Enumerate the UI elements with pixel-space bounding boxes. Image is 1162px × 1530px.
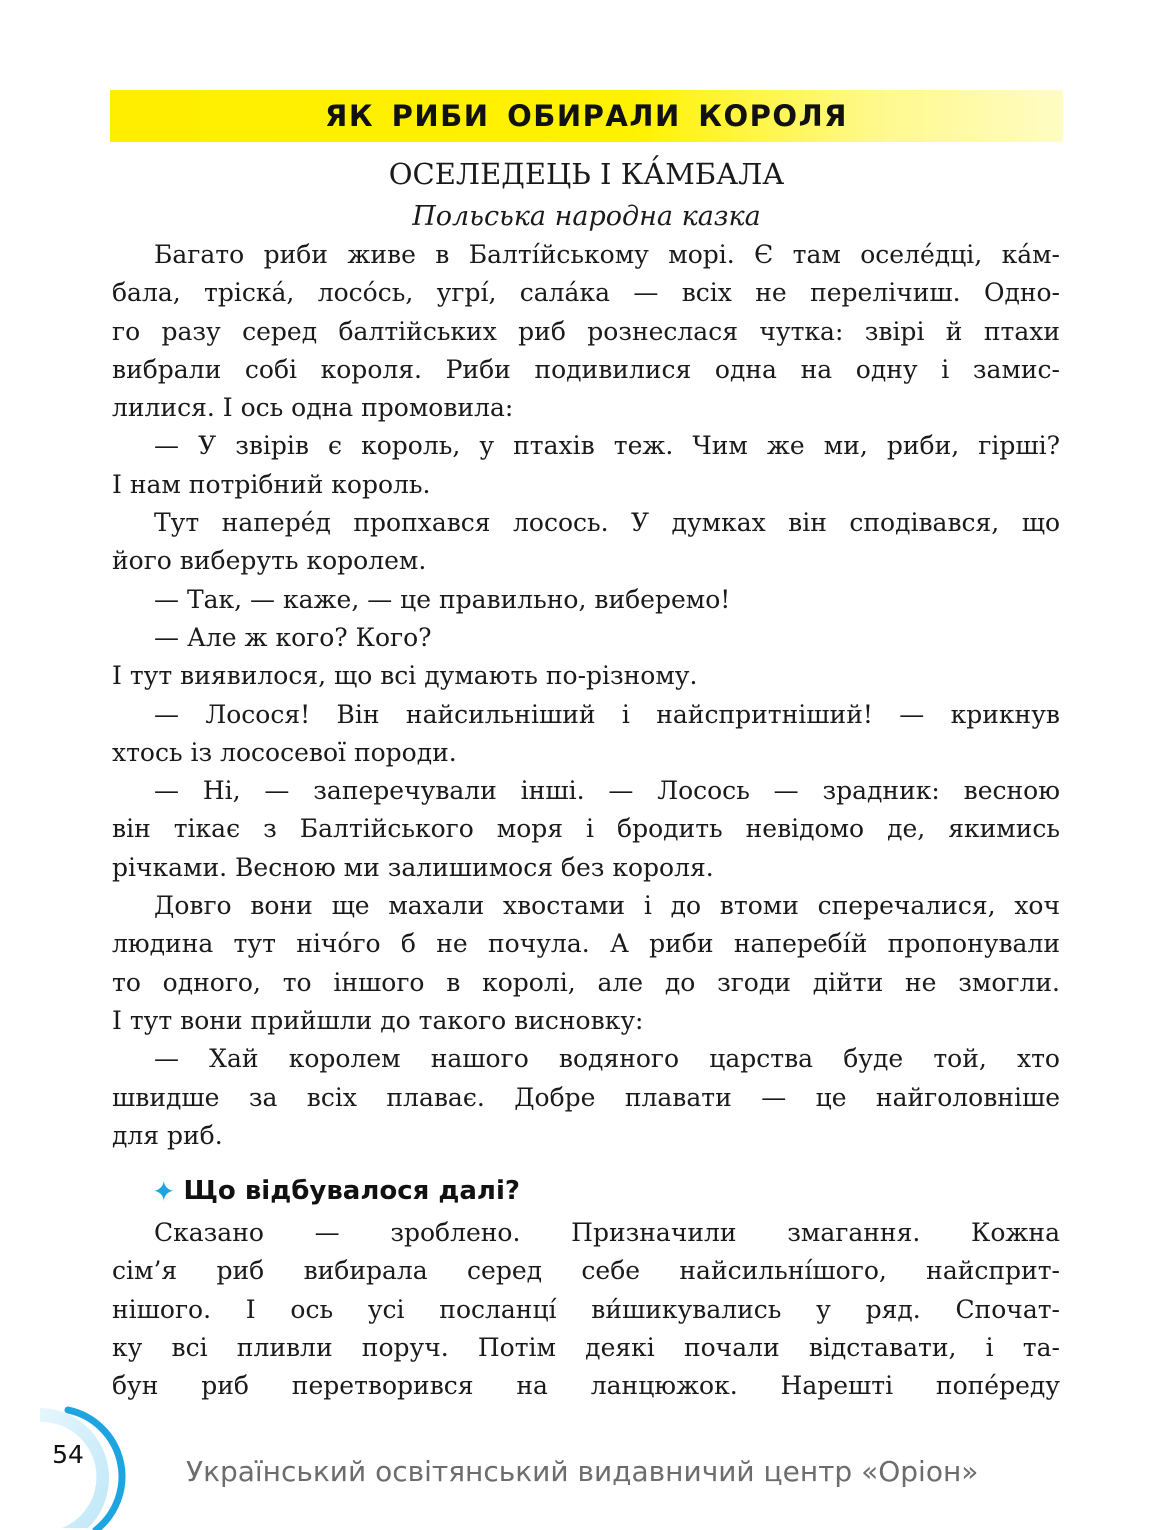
text-line: — Але ж кого? Кого? <box>154 622 432 652</box>
page-number: 54 <box>52 1440 84 1469</box>
text-line: го разу серед балтійських риб рознеслася чутка: звірі й птахи <box>112 316 1060 346</box>
publisher-footer: Український освітянський видавничий центр «Оріон» <box>186 1455 979 1488</box>
text-line: лилися. І ось одна промовила: <box>112 393 514 423</box>
question-text: Що відбувалося далі? <box>183 1176 520 1206</box>
text-line: Тут напере́д пропхався лосось. У думках він сподівався, що <box>154 508 1060 538</box>
text-line: — Хай королем нашого водяного царства буде той, хто <box>154 1044 1060 1074</box>
text-line: сім’я риб вибирала серед себе найсильні́шого, найсприт- <box>112 1256 1060 1286</box>
star-icon: ✦ <box>152 1174 176 1208</box>
text-line: хтось із лососевої породи. <box>112 737 457 767</box>
text-line: — Так, — каже, — це правильно, виберемо! <box>154 584 731 614</box>
story-title: ОСЕЛЕДЕЦЬ І КА́МБАЛА <box>388 157 785 191</box>
text-line: він тікає з Балтійського моря і бродить невідомо де, якимись <box>112 814 1060 844</box>
text-line: вибрали собі короля. Риби подивилися одна на одну і замис- <box>112 354 1060 384</box>
text-line: швидше за всіх плаває. Добре плавати — це найголовніше <box>112 1082 1060 1112</box>
text-line: бун риб перетворився на ланцюжок. Нарешті попе́реду <box>112 1371 1060 1401</box>
text-line: І тут вони прийшли до такого висновку: <box>112 1005 644 1035</box>
text-line: — Лосося! Він найсильніший і найспритніший! — крикнув <box>154 699 1060 729</box>
text-line: бала, тріска́, лосо́сь, угрі́, сала́ка — всіх не перелічиш. Одно- <box>112 278 1060 308</box>
section-banner <box>110 90 1063 142</box>
story-text-part-2 <box>112 1214 1060 1405</box>
story-subtitle: Польська народна казка <box>412 201 761 232</box>
text-line: ку всі пливли поруч. Потім деякі почали відставати, і та- <box>112 1332 1060 1362</box>
text-line: для риб. <box>112 1120 223 1150</box>
text-line: Довго вони ще махали хвостами і до втоми сперечалися, хоч <box>154 891 1060 921</box>
text-line: його виберуть королем. <box>112 546 427 576</box>
text-line: людина тут нічо́го б не почула. А риби наперебі́й пропонували <box>112 929 1060 959</box>
text-line: нішого. І ось усі посланці́ ви́шикувались у ряд. Спочат- <box>112 1294 1060 1324</box>
text-line: — Ні, — заперечували інші. — Лосось — зрадник: весною <box>154 776 1060 806</box>
text-line: І тут виявилося, що всі думають по-різному. <box>112 661 698 691</box>
text-line: Багато риби живе в Балті́йському морі. Є там оселе́дці, ка́м- <box>154 240 1060 269</box>
section-title: ЯК РИБИ ОБИРАЛИ КОРОЛЯ <box>325 99 848 133</box>
text-line: то одного, то іншого в королі, але до згоди дійти не змогли. <box>112 967 1060 997</box>
text-line: річками. Весною ми залишимося без короля. <box>112 852 714 882</box>
story-text-part-1 <box>112 236 1060 1155</box>
text-line: І нам потрібний король. <box>112 469 431 499</box>
text-line: — У звірів є король, у птахів теж. Чим же ми, риби, гірші? <box>154 431 1060 461</box>
text-line: Сказано — зроблено. Призначили змагання. Кожна <box>154 1218 1060 1247</box>
question-heading <box>152 1170 520 1212</box>
